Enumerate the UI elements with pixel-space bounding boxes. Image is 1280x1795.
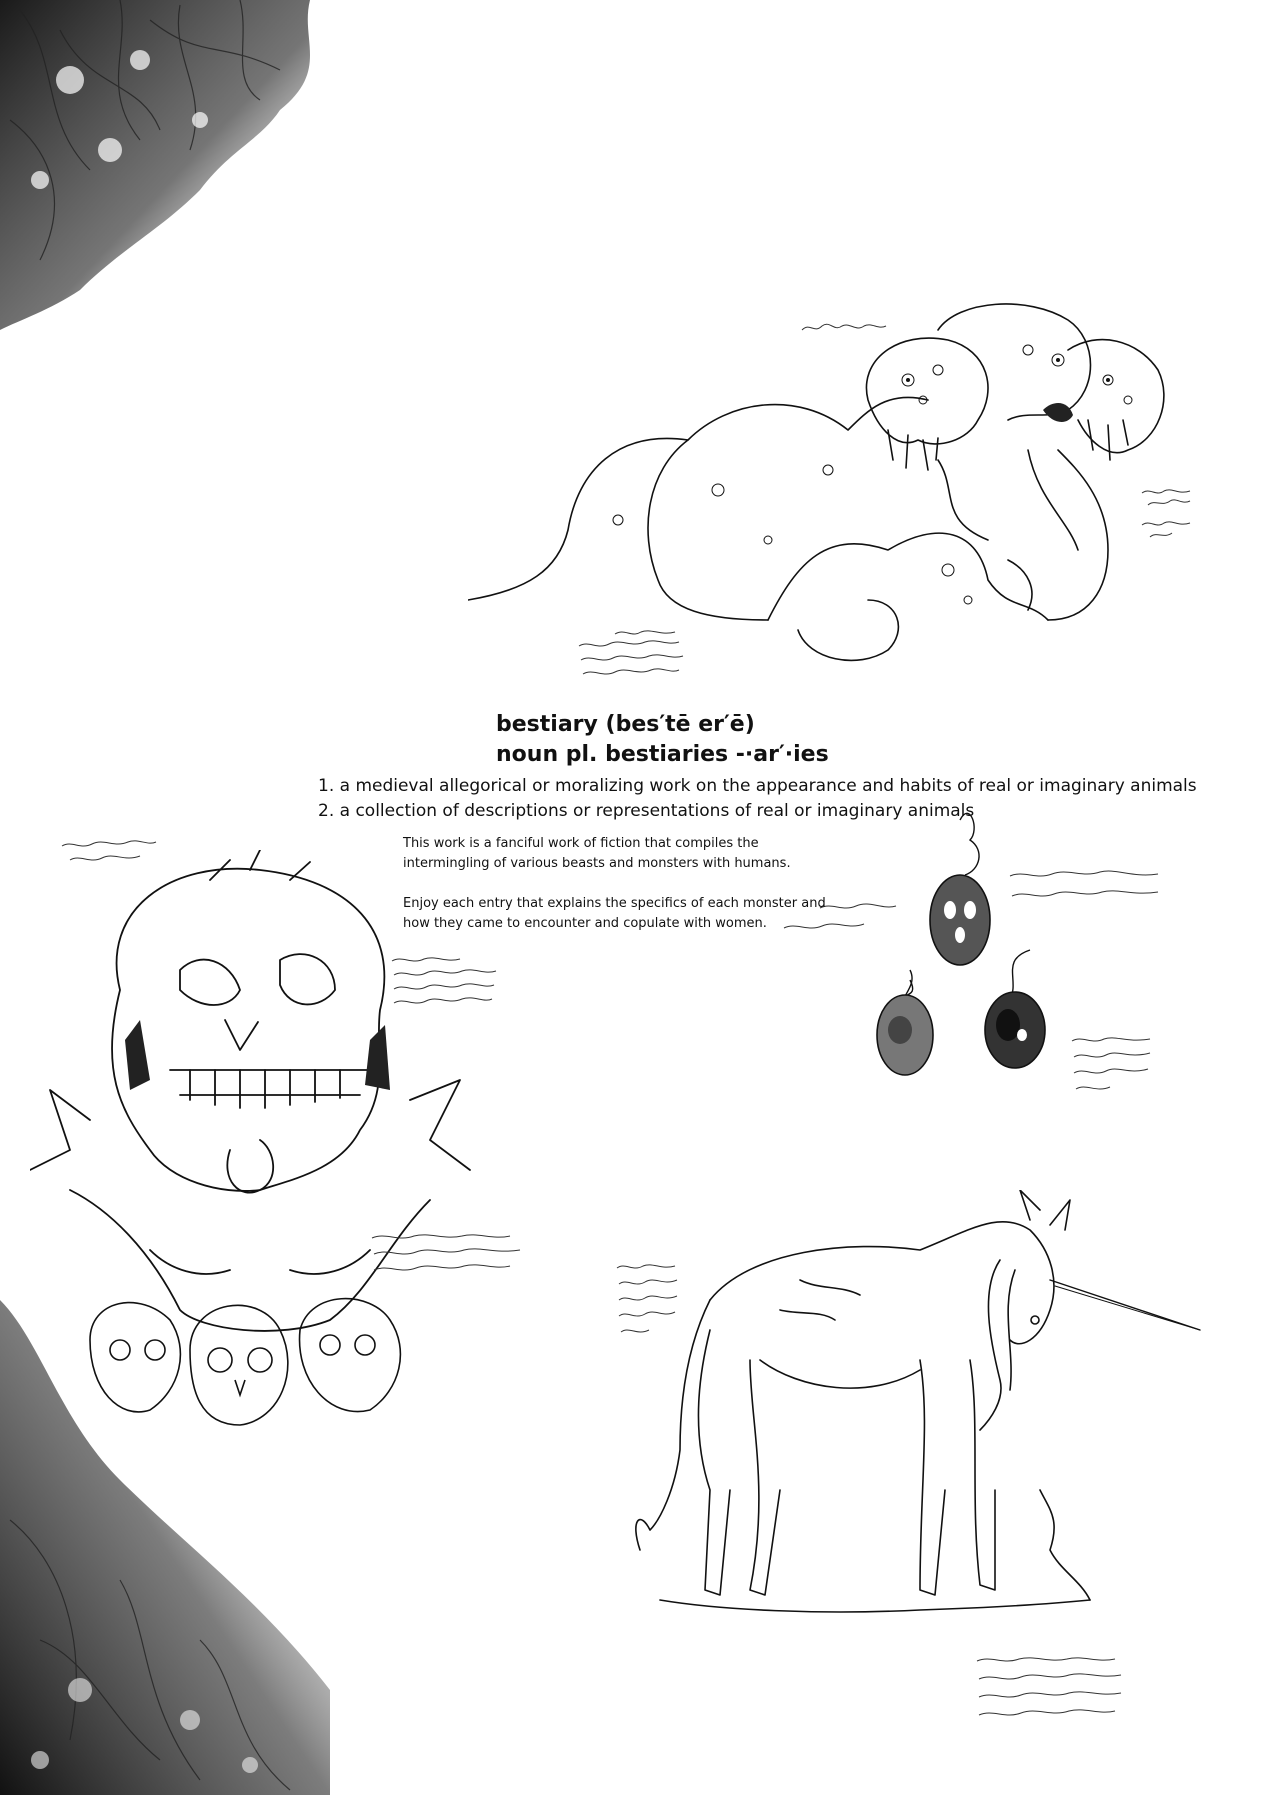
headword: bestiary (bes′tē er′ē) [496, 712, 755, 737]
definition-senses [318, 774, 1218, 824]
wisp-top [930, 875, 990, 965]
handwritten-note [975, 1655, 1125, 1735]
handwritten-note [1070, 1035, 1160, 1095]
handwritten-note [390, 955, 500, 1015]
grunge-texture-top-left [0, 0, 360, 330]
handwritten-note [370, 1232, 530, 1282]
sense-1: 1. a medieval allegorical or moralizing work on the appearance and habits of real or imaginary animals [318, 776, 1197, 796]
blob-monster-sketch [468, 300, 1188, 680]
handwritten-note [615, 1262, 685, 1342]
sense-2: 2. a collection of descriptions or representations of real or imaginary animals [318, 801, 975, 821]
dictionary-definition [318, 710, 1218, 824]
fire-wisp-sketch [860, 800, 1060, 1090]
handwritten-note [575, 628, 695, 688]
intro-paragraph-1: This work is a fanciful work of fiction that compiles the intermingling of various beasts and monsters with humans. [403, 836, 791, 871]
handwritten-note [1140, 485, 1200, 545]
handwritten-note [1008, 868, 1168, 908]
intro-paragraph-2: Enjoy each entry that explains the specifics of each monster and how they came to encounter and copulate with women. [403, 896, 826, 931]
handwritten-note [800, 318, 890, 338]
intro-text [403, 834, 843, 954]
plural-form: noun pl. bestiaries -·ar′·ies [496, 742, 829, 767]
unicorn-sketch [620, 1190, 1220, 1620]
handwritten-note [60, 838, 160, 868]
